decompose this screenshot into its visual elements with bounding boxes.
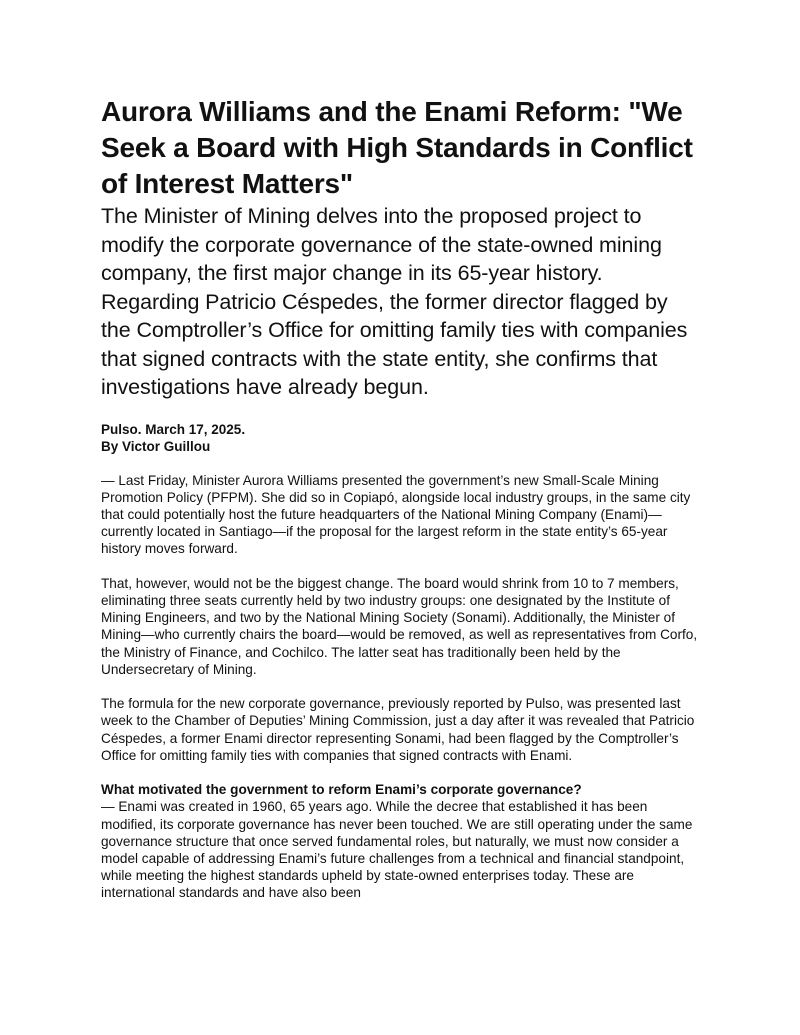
author: By Victor Guillou <box>101 438 211 454</box>
article-body <box>101 472 701 902</box>
article-page <box>101 94 701 902</box>
interview-question: What motivated the government to reform Enami’s corporate governance? <box>101 782 582 798</box>
byline <box>101 421 701 455</box>
dateline: Pulso. March 17, 2025. <box>101 421 246 437</box>
interview-qa <box>101 781 701 901</box>
article-headline: Aurora Williams and the Enami Reform: "We Seek a Board with High Standards in Conflict of Interest Matters" <box>101 96 693 199</box>
interview-answer: — Enami was created in 1960, 65 years ago. While the decree that established it has been modified, its corporate governance has never been touched. We are still operating under the same governance structure that once served fundamental roles, but naturally, we must now consider a model capable of addressing Enami’s future challenges from a technical and financial standpoint, while meeting the highest standards upheld by state-owned enterprises today. These are international standards and have also been <box>101 799 693 901</box>
body-paragraph: — Last Friday, Minister Aurora Williams presented the government’s new Small-Scale Mining Promotion Policy (PFPM). She did so in Copiapó, alongside local industry groups, in the same city that could potentially host the future headquarters of the National Mining Company (Enami)—currently located in Santiago—if the proposal for the largest reform in the state entity’s 65-year history moves forward. <box>101 472 691 557</box>
body-paragraph: That, however, would not be the biggest change. The board would shrink from 10 to 7 members, eliminating three seats currently held by two industry groups: one designated by the Institute of Mining Engineers, and two by the National Mining Society (Sonami). Additionally, the Minister of Mining—who currently chairs the board—would be removed, as well as representatives from Corfo, the Ministry of Finance, and Cochilco. The latter seat has traditionally been held by the Undersecretary of Mining. <box>101 575 698 677</box>
body-paragraph: The formula for the new corporate governance, previously reported by Pulso, was presented last week to the Chamber of Deputies’ Mining Commission, just a day after it was revealed that Patricio Céspedes, a former Enami director representing Sonami, had been flagged by the Comptroller’s Office for omitting family ties with companies that signed contracts with Enami. <box>101 696 695 763</box>
article-subheadline: The Minister of Mining delves into the proposed project to modify the corporate governance of the state-owned mining company, the first major change in its 65-year history. Regarding Patricio Céspedes, the former director flagged by the Comptroller’s Office for omitting family ties with companies that signed contracts with the state entity, she confirms that investigations have already begun. <box>101 204 688 399</box>
